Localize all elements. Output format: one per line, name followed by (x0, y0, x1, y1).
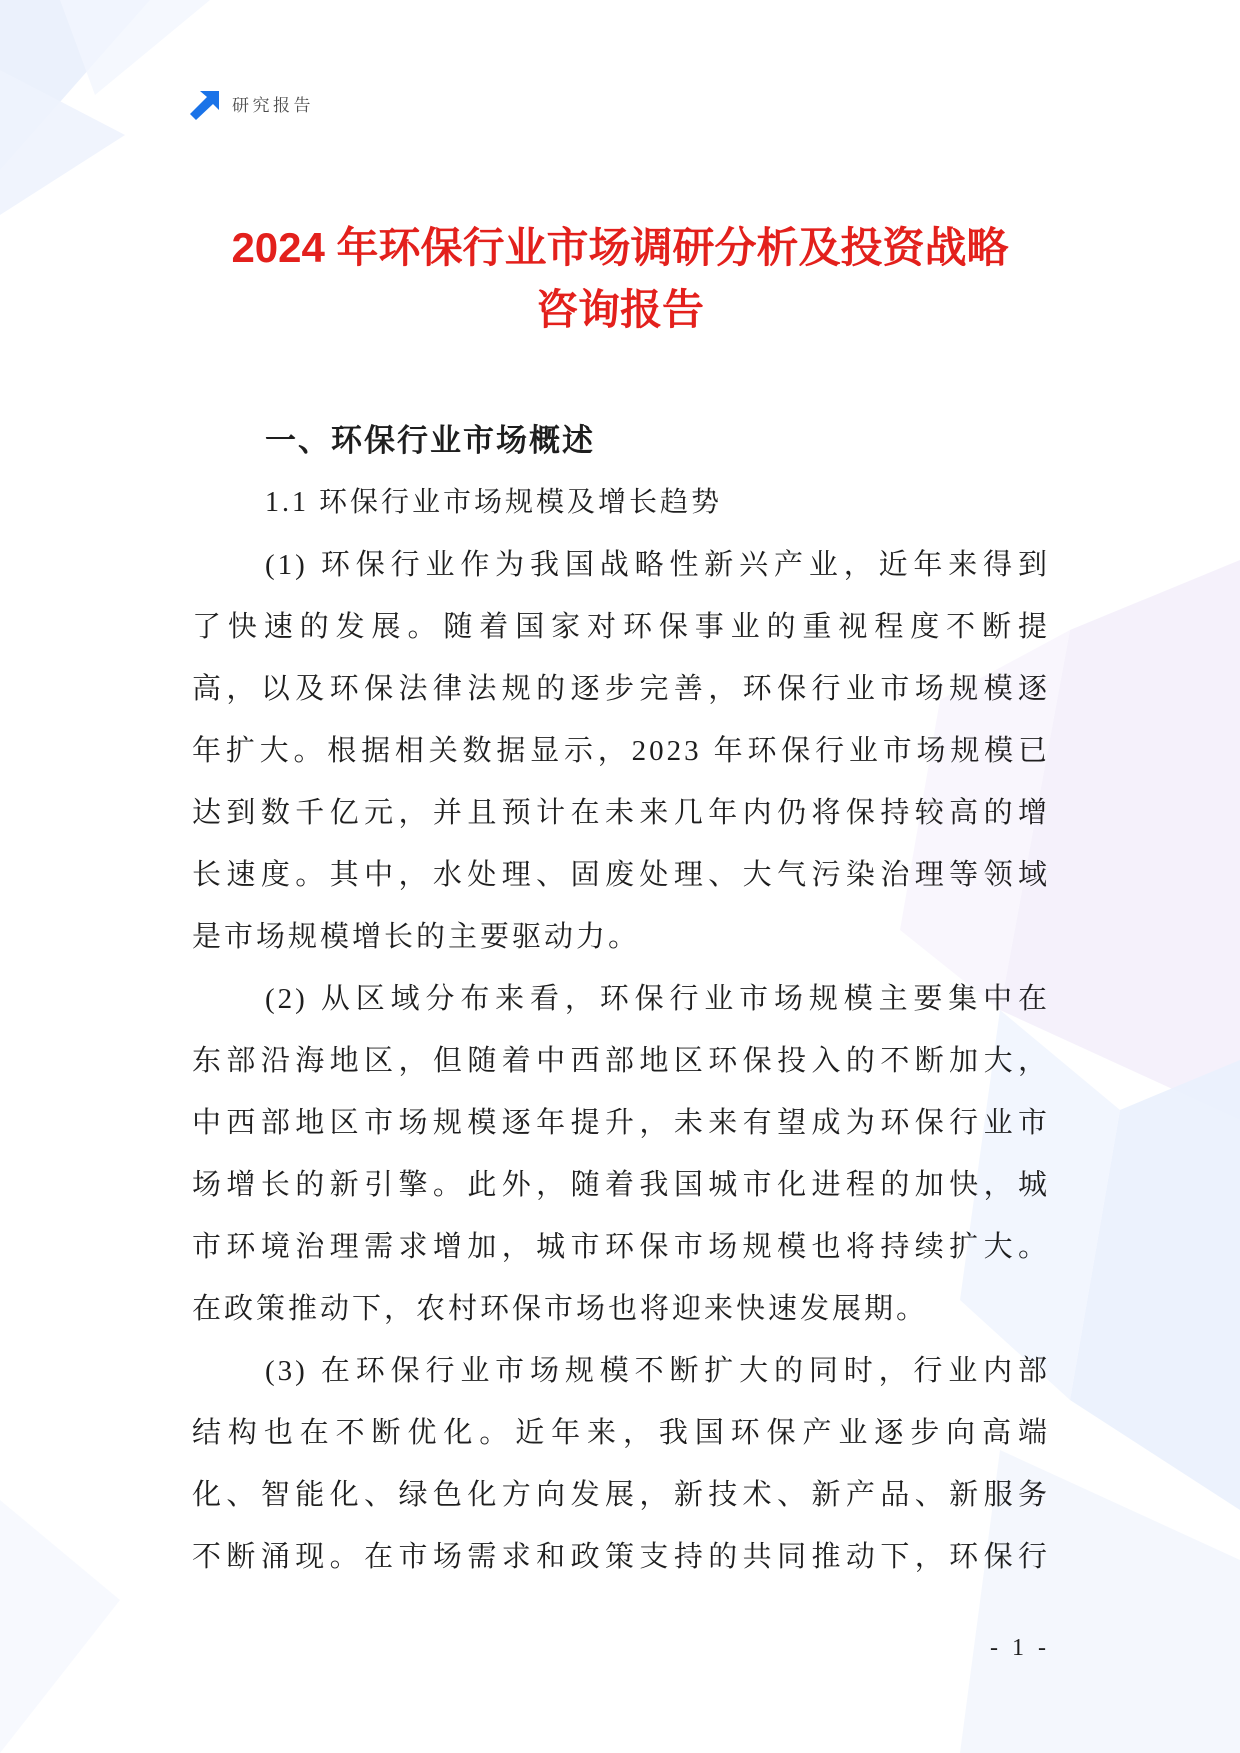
paragraph-line: (1) 环保行业作为我国战略性新兴产业，近年来得到 (265, 549, 1050, 581)
paragraph-line: 不断涌现。在市场需求和政策支持的共同推动下，环保行 (192, 1541, 1050, 1573)
paragraph-line: 了快速的发展。随着国家对环保事业的重视程度不断提 (192, 611, 1050, 643)
document-body (192, 410, 1050, 1588)
paragraph-line: 在政策推动下，农村环保市场也将迎来快速发展期。 (192, 1293, 929, 1325)
paragraph-line: 东部沿海地区，但随着中西部地区环保投入的不断加大， (192, 1045, 1050, 1077)
logo-text: 研究报告 (232, 96, 314, 115)
paragraph-line: 是市场规模增长的主要驱动力。 (192, 921, 641, 953)
paragraph-line: 长速度。其中，水处理、固废处理、大气污染治理等领域 (192, 859, 1050, 891)
paragraph-line: (2) 从区域分布来看，环保行业市场规模主要集中在 (265, 983, 1050, 1015)
paragraph-line: 化、智能化、绿色化方向发展，新技术、新产品、新服务 (192, 1479, 1050, 1511)
page-number: - 1 - (990, 1635, 1050, 1661)
subsection-heading: 1.1 环保行业市场规模及增长趋势 (265, 487, 723, 518)
title-line: 2024 年环保行业市场调研分析及投资战略 (231, 224, 1009, 271)
paragraph-line: 场增长的新引擎。此外，随着我国城市化进程的加快，城 (192, 1169, 1050, 1201)
paragraph-line: 结构也在不断优化。近年来，我国环保产业逐步向高端 (192, 1417, 1050, 1449)
paragraph (192, 534, 1050, 968)
title-line: 咨询报告 (535, 286, 704, 333)
arrow-up-right-icon (188, 89, 221, 121)
paragraph-line: (3) 在环保行业市场规模不断扩大的同时，行业内部 (265, 1355, 1050, 1387)
document-title (0, 217, 1240, 341)
paragraph (192, 1340, 1050, 1588)
paragraph-line: 中西部地区市场规模逐年提升，未来有望成为环保行业市 (192, 1107, 1050, 1139)
paragraph (192, 968, 1050, 1340)
paragraph-line: 达到数千亿元，并且预计在未来几年内仍将保持较高的增 (192, 797, 1050, 829)
paragraph-line: 年扩大。根据相关数据显示，2023 年环保行业市场规模已 (192, 735, 1050, 767)
paragraph-line: 市环境治理需求增加，城市环保市场规模也将持续扩大。 (192, 1231, 1050, 1263)
paragraph-line: 高，以及环保法律法规的逐步完善，环保行业市场规模逐 (192, 673, 1050, 705)
section-heading: 一、环保行业市场概述 (265, 423, 595, 458)
